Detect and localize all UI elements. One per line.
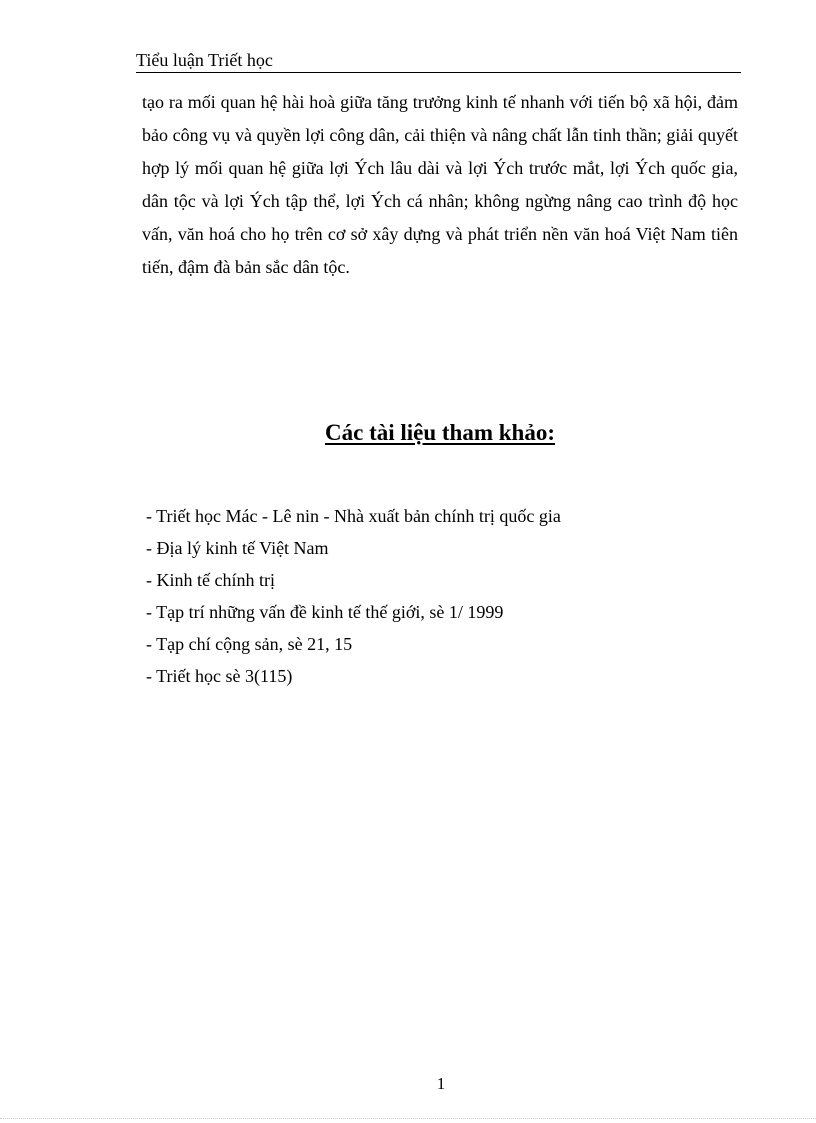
page-number: 1 (436, 1074, 446, 1093)
reference-item: - Tạp trí những vấn đề kinh tế thế giới, sè 1/ 1999 (146, 602, 504, 622)
references-heading-text: Các tài liệu tham khảo: (325, 420, 555, 445)
reference-item: - Triết học Mác - Lê nin - Nhà xuất bản chính trị quốc gia (146, 506, 561, 526)
body-paragraph: tạo ra mối quan hệ hài hoà giữa tăng trưởng kinh tế nhanh với tiến bộ xã hội, đảm bảo công vụ và quyền lợi công dân, cải thiện và nâng chất lẫn tinh thần; giải quyết hợp lý mối quan hệ giữa lợi Ých lâu dài và lợi Ých trước mắt, lợi Ých quốc gia, dân tộc và lợi Ých tập thể, lợi Ých cá nhân; không ngừng nâng cao trình độ học vấn, văn hoá cho họ trên cơ sở xây dựng và phát triển nền văn hoá Việt Nam tiên tiến, đậm đà bản sắc dân tộc. (142, 92, 738, 277)
page-header (136, 48, 741, 73)
reference-item: - Triết học sè 3(115) (146, 666, 293, 686)
reference-item: - Kinh tế chính trị (146, 570, 275, 590)
reference-item: - Tạp chí cộng sản, sè 21, 15 (146, 634, 353, 654)
reference-item: - Địa lý kinh tế Việt Nam (146, 538, 329, 558)
page-bottom-edge (0, 1118, 816, 1119)
references-list (146, 500, 561, 692)
header-title: Tiểu luận Triết học (136, 50, 273, 70)
references-heading (142, 418, 738, 448)
